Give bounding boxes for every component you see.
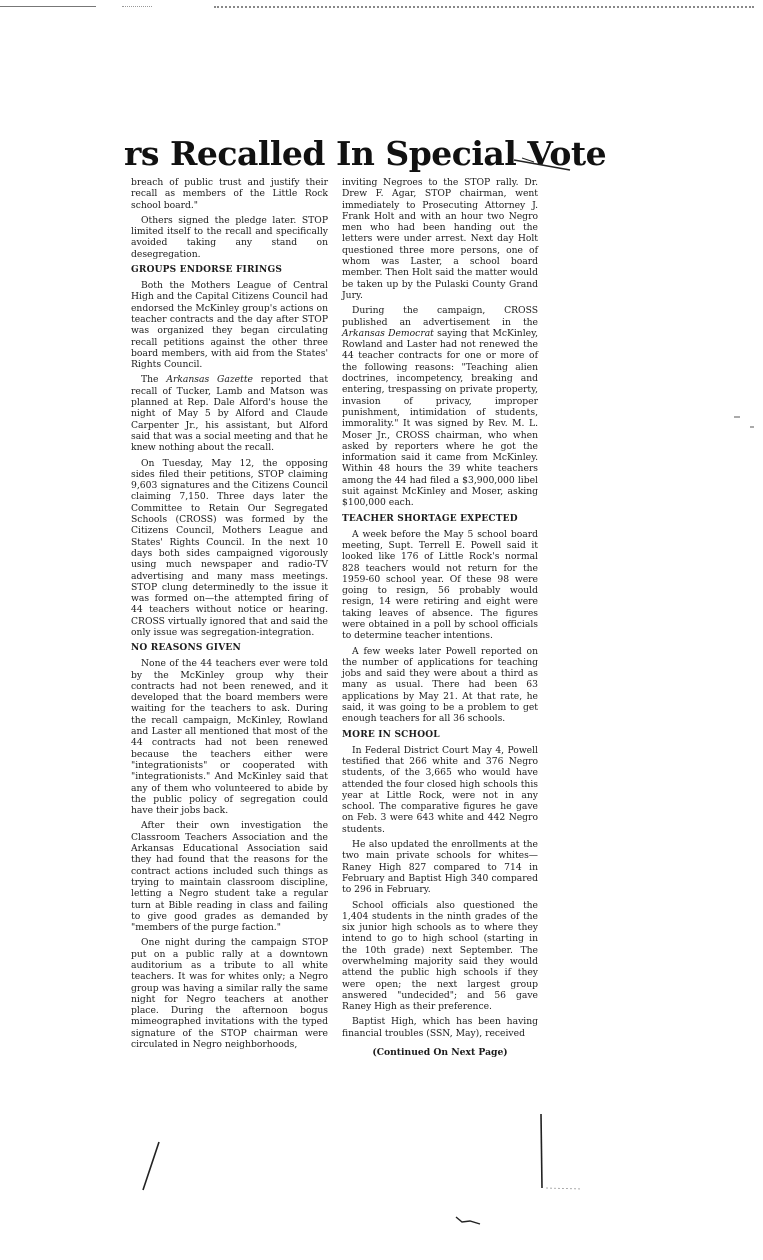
newspaper-name: Arkansas Gazette xyxy=(166,374,253,386)
top-rule-dots xyxy=(122,6,152,7)
paragraph: School officials also questioned the 1,404 students in the ninth grades of the six junior high schools as to where they intend to go to high school (starting in the 10th grade) next September. The overwhelming majority said they would attend the public high schools if they were open; the next largest group answered "undecided"; and 56 gave Raney High as their preference. xyxy=(342,899,538,1013)
paragraph: After their own investigation the Classroom Teachers Association and the Arkansas Educational Association said they had found that the reasons for the contract actions included such things as trying to maintain classroom discipline, letting a Negro student take a regular turn at Bible reading in class and failing to give good grades as demanded by "members of the purge faction." xyxy=(131,820,328,934)
pen-mark-bar xyxy=(536,1112,586,1192)
paragraph: He also updated the enrollments at the two main private schools for whites—Raney High 827 compared to 714 in February and Baptist High 340 compared to 296 in February. xyxy=(342,839,538,896)
paragraph: On Tuesday, May 12, the opposing sides filed their petitions, STOP claiming 9,603 signatures and the Citizens Council claiming 7,150. Three days later the Committee to Retain Our Segregated Schools (CROSS) was formed by the Citizens Council, Mothers League and States' Rights Council. In the next 10 days both sides campaigned vigorously using much newspaper and radio-TV advertising and many mass meetings. STOP clung determinedly to the issue it was formed on—the attempted firing of 44 teachers without notice or hearing. CROSS virtually ignored that and said the only issue was segregation-integration. xyxy=(131,457,328,638)
scan-speck xyxy=(750,426,754,428)
paragraph: None of the 44 teachers ever were told by the McKinley group why their contracts had not been renewed, and it developed that the board members were waiting for the teachers to ask. During the recall campaign, McKinley, Rowland and Laster all mentioned that most of the 44 contracts had not been renewed because the teachers either were "integrationists" or cooperated with "integrationists." And McKinley said that any of them who volunteered to abide by the public policy of segregation could have their jobs back. xyxy=(131,658,328,817)
headline-pen-stroke xyxy=(512,148,572,172)
subheading: TEACHER SHORTAGE EXPECTED xyxy=(342,513,518,524)
scan-speck xyxy=(734,416,740,418)
paragraph: Both the Mothers League of Central High and the Capital Citizens Council had endorsed the McKinley group's actions on teacher contracts and the day after STOP was organized they began circulating recall petitions against the other three board members, with aid from the States' Rights Council. xyxy=(131,280,328,371)
pen-mark-slash xyxy=(140,1140,162,1192)
paragraph: inviting Negroes to the STOP rally. Dr. Drew F. Agar, STOP chairman, went immediately to Prosecuting Attorney J. Frank Holt and with an hour two Negro men who had been handing out the letters were under arrest. Next day Holt questioned three more persons, one of whom was Laster, a school board member. Then Holt said the matter would be taken up by the Pulaski County Grand Jury. xyxy=(342,177,538,301)
paragraph xyxy=(342,305,538,508)
headline: rs Recalled In Special Vote xyxy=(124,134,607,173)
article-column-right xyxy=(342,177,538,1058)
subheading: GROUPS ENDORSE FIRINGS xyxy=(131,265,283,276)
subheading: NO REASONS GIVEN xyxy=(131,643,241,654)
text-run: The xyxy=(141,374,167,386)
newspaper-name: Arkansas Democrat xyxy=(342,327,434,339)
top-rule-dotted xyxy=(214,6,754,8)
text-run: saying that McKinley, Rowland and Laster had not renewed the 44 teacher contracts for one or more of the following reasons: "Teaching alien doctrines, incompetency, breaking and entering, trespassing on private property, invasion of privacy, improper punishment, intimidation of students, immorality." It was signed by Rev. M. L. Moser Jr., CROSS chairman, who when asked by reporters where he got the information said it came from McKinley. Within 48 hours the 39 white teachers among the 44 had filed a $3,900,000 libel suit against McKinley and Moser, asking $100,000 each. xyxy=(342,327,538,509)
continued-notice xyxy=(342,1047,538,1058)
pen-mark-squiggle xyxy=(454,1214,482,1226)
top-rule-left xyxy=(0,6,96,7)
paragraph: Baptist High, which has been having financial troubles (SSN, May), received xyxy=(342,1016,538,1039)
article-column-left xyxy=(131,177,328,1054)
subheading: MORE IN SCHOOL xyxy=(342,729,440,740)
paragraph xyxy=(131,374,328,453)
paragraph: A few weeks later Powell reported on the number of applications for teaching jobs and said they were about a third as many as usual. There had been 63 applications by May 21. At that rate, he said, it was going to be a problem to get enough teachers for all 36 schools. xyxy=(342,645,538,725)
paragraph: One night during the campaign STOP put on a public rally at a downtown auditorium as a tribute to all white teachers. It was for whites only; a Negro group was having a similar rally the same night for Negro teachers at another place. During the afternoon bogus mimeographed invitations with the typed signature of the STOP chairman were circulated in Negro neighborhoods, xyxy=(131,937,328,1051)
text-run: reported that recall of Tucker, Lamb and Matson was planned at Rep. Dale Alford's house the night of May 5 by Alford and Claude Carpenter Jr., his assistant, but Alford said that was a social meeting and that he knew nothing about the recall. xyxy=(131,374,329,454)
text-run: During the campaign, CROSS published an advertisement in the xyxy=(342,305,538,328)
paragraph: In Federal District Court May 4, Powell testified that 266 white and 376 Negro students, of the 3,665 who would have attended the four closed high schools this year at Little Rock, were not in any school. The comparative figures he gave on Feb. 3 were 643 white and 442 Negro students. xyxy=(342,744,538,835)
paragraph: A week before the May 5 school board meeting, Supt. Terrell E. Powell said it looked like 176 of Little Rock's normal 828 teachers would not return for the 1959-60 school year. Of these 98 were going to resign, 56 probably would resign, 14 were retiring and eight were taking leaves of absence. The figures were obtained in a poll by school officials to determine teacher intentions. xyxy=(342,528,538,642)
continued-label: (Continued On Next Page) xyxy=(372,1047,508,1059)
paragraph: breach of public trust and justify their recall as members of the Little Rock school board." xyxy=(131,177,328,211)
paragraph: Others signed the pledge later. STOP limited itself to the recall and specifically avoided taking any stand on desegregation. xyxy=(131,214,328,260)
